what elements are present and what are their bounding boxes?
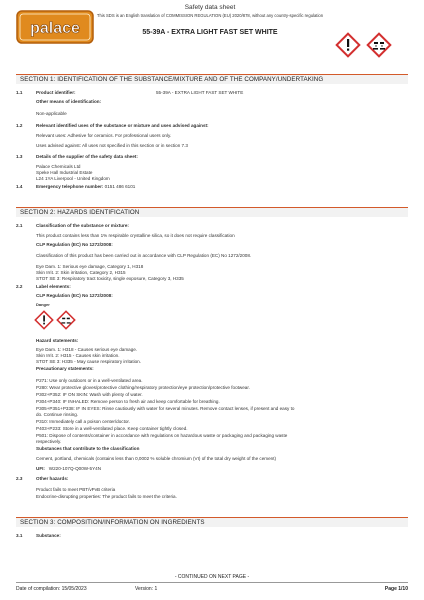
relevant-uses-text: Relevant uses: Adhesive for ceramics. For professional users only. [36,133,172,138]
precautionary-statement: P304+P340: IF INHALED: Remove person to fresh air and keep comfortable for breathing. [36,399,220,404]
svg-text:palace: palace [30,20,80,37]
precautionary-statement: P403+P233: Store in a well-ventilated place. Keep container tightly closed. [36,426,188,431]
hazard-class: STOT SE 3: Respiratory tract toxicity, single exposure, Category 3, H335 [36,276,184,281]
corrosion-pictogram-icon [56,310,76,330]
item-number: 1.4 [16,184,23,189]
palace-logo [16,10,94,44]
precautionary-statement: P305+P351+P338: IF IN EYES: Rinse cautiously with water for several minutes. Remove contact lenses, if present and easy to [36,406,295,411]
precautionary-statement: P271: Use only outdoors or in a well-ventilated area. [36,378,143,383]
other-means-label: Other means of identification: [36,99,102,104]
supplier-address-line: Speke Hall Industrial Estate [36,170,93,175]
other-hazards-label: Other hazards: [36,476,69,481]
clp-regulation-label-2: CLP Regulation (EC) No 1272/2008: [36,293,113,298]
section-3-heading: SECTION 3: COMPOSITION/INFORMATION ON INGREDIENTS [16,517,408,527]
hazard-statements-label: Hazard statements: [36,338,79,343]
other-hazard-text: Product fails to meet PBT/vPvB criteria [36,487,116,492]
hazard-class: Eye Dam. 1: Serious eye damage, Category 1, H318 [36,264,144,269]
contributing-substances-text: Cement, portland, chemicals (contains less than 0,0002 % soluble chromium (VI) of the total dry weight of the cement) [36,456,277,461]
classification-note: This product contains less than 1% respirable crystalline silica, so it does not require classification [36,233,235,238]
item-number: 2.3 [16,476,23,481]
document-title: Safety data sheet [184,4,236,11]
classification-label: Classification of the substance or mixture: [36,223,129,228]
precautionary-statement: P280: Wear protective gloves/protective clothing/respiratory protection/eye protection/protective footwear. [36,385,250,390]
signal-word: Danger [36,302,50,307]
precautionary-statement-cont: respectively. [36,439,62,444]
item-number: 1.2 [16,123,23,128]
item-number: 1.1 [16,90,23,95]
relevant-uses-label: Relevant identified uses of the substance or mixture and uses advised against: [36,123,209,128]
clp-classification-text: Classification of this product has been carried out in accordance with CLP Regulation (EC) No 1272/2008. [36,253,252,258]
corrosion-pictogram-icon [366,32,392,58]
compilation-date: Date of compilation: 15/05/2023 [16,586,87,592]
supplier-name: Palace Chemicals Ltd [36,164,81,169]
item-number: 2.1 [16,223,23,228]
product-identifier-label: Product identifier: [36,90,76,95]
section-1-heading: SECTION 1: IDENTIFICATION OF THE SUBSTANCE/MIXTURE AND OF THE COMPANY/UNDERTAKING [16,74,408,84]
other-means-value: Non-applicable [36,111,67,116]
emergency-phone-value: 0151 486 6101 [104,184,136,189]
product-identifier-value: 55-39A - EXTRA LIGHT FAST SET WHITE [156,90,244,95]
exclamation-mark-pictogram-icon [335,32,361,58]
supplier-city-line: L24 1YA Liverpool - United Kingdom [36,176,110,181]
contributing-substances-label: Substances that contribute to the classification [36,446,140,451]
item-number: 1.3 [16,154,23,159]
hazard-statement: Eye Dam. 1: H318 - Causes serious eye damage. [36,347,138,352]
page-number: Page 1/10 [384,586,408,592]
document-subtitle: This SDS is an English translation of COMMISSION REGULATION (EU) 2020/878, without any country-specific regulation [96,13,324,18]
other-hazard-text: Endocrine-disrupting properties: The product fails to meet the criteria. [36,494,177,499]
ufi-value: W220-107Q-Q00W-5Y4N [48,466,102,471]
item-number: 3.1 [16,533,23,538]
hazard-statement: STOT SE 3: H335 - May cause respiratory irritation. [36,359,142,364]
continued-notice: - CONTINUED ON NEXT PAGE - [174,574,250,580]
ufi-label: UFI: [36,466,45,471]
precautionary-statement-cont: do. Continue rinsing. [36,412,79,417]
item-number: 2.2 [16,284,23,289]
precautionary-statement: P310: Immediately call a poison center/doctor. [36,419,130,424]
hazard-statement: Skin Irrit. 2: H315 - Causes skin irritation. [36,353,120,358]
emergency-phone-label: Emergency telephone number: [36,184,104,189]
supplier-label: Details of the supplier of the safety data sheet: [36,154,138,159]
label-elements-label: Label elements: [36,284,71,289]
section-2-heading: SECTION 2: HAZARDS IDENTIFICATION [16,207,408,217]
precautionary-statement: P501: Dispose of contents/container in accordance with regulations on hazardous waste or packaging and packaging waste [36,433,288,438]
product-title: 55-39A - EXTRA LIGHT FAST SET WHITE [142,29,278,36]
uses-advised-against-text: Uses advised against: All uses not specified in this section or in section 7.3 [36,143,188,148]
version-label: Version: 1 [135,586,158,592]
exclamation-mark-pictogram-icon [34,310,54,330]
hazard-class: Skin Irrit. 2: Skin irritation, Category 2, H315 [36,270,126,275]
precautionary-statement: P302+P352: IF ON SKIN: Wash with plenty of water. [36,392,143,397]
footer-divider [16,582,408,583]
clp-regulation-label: CLP Regulation (EC) No 1272/2008: [36,242,113,247]
substance-label: Substance: [36,533,61,538]
precautionary-statements-label: Precautionary statements: [36,366,94,371]
